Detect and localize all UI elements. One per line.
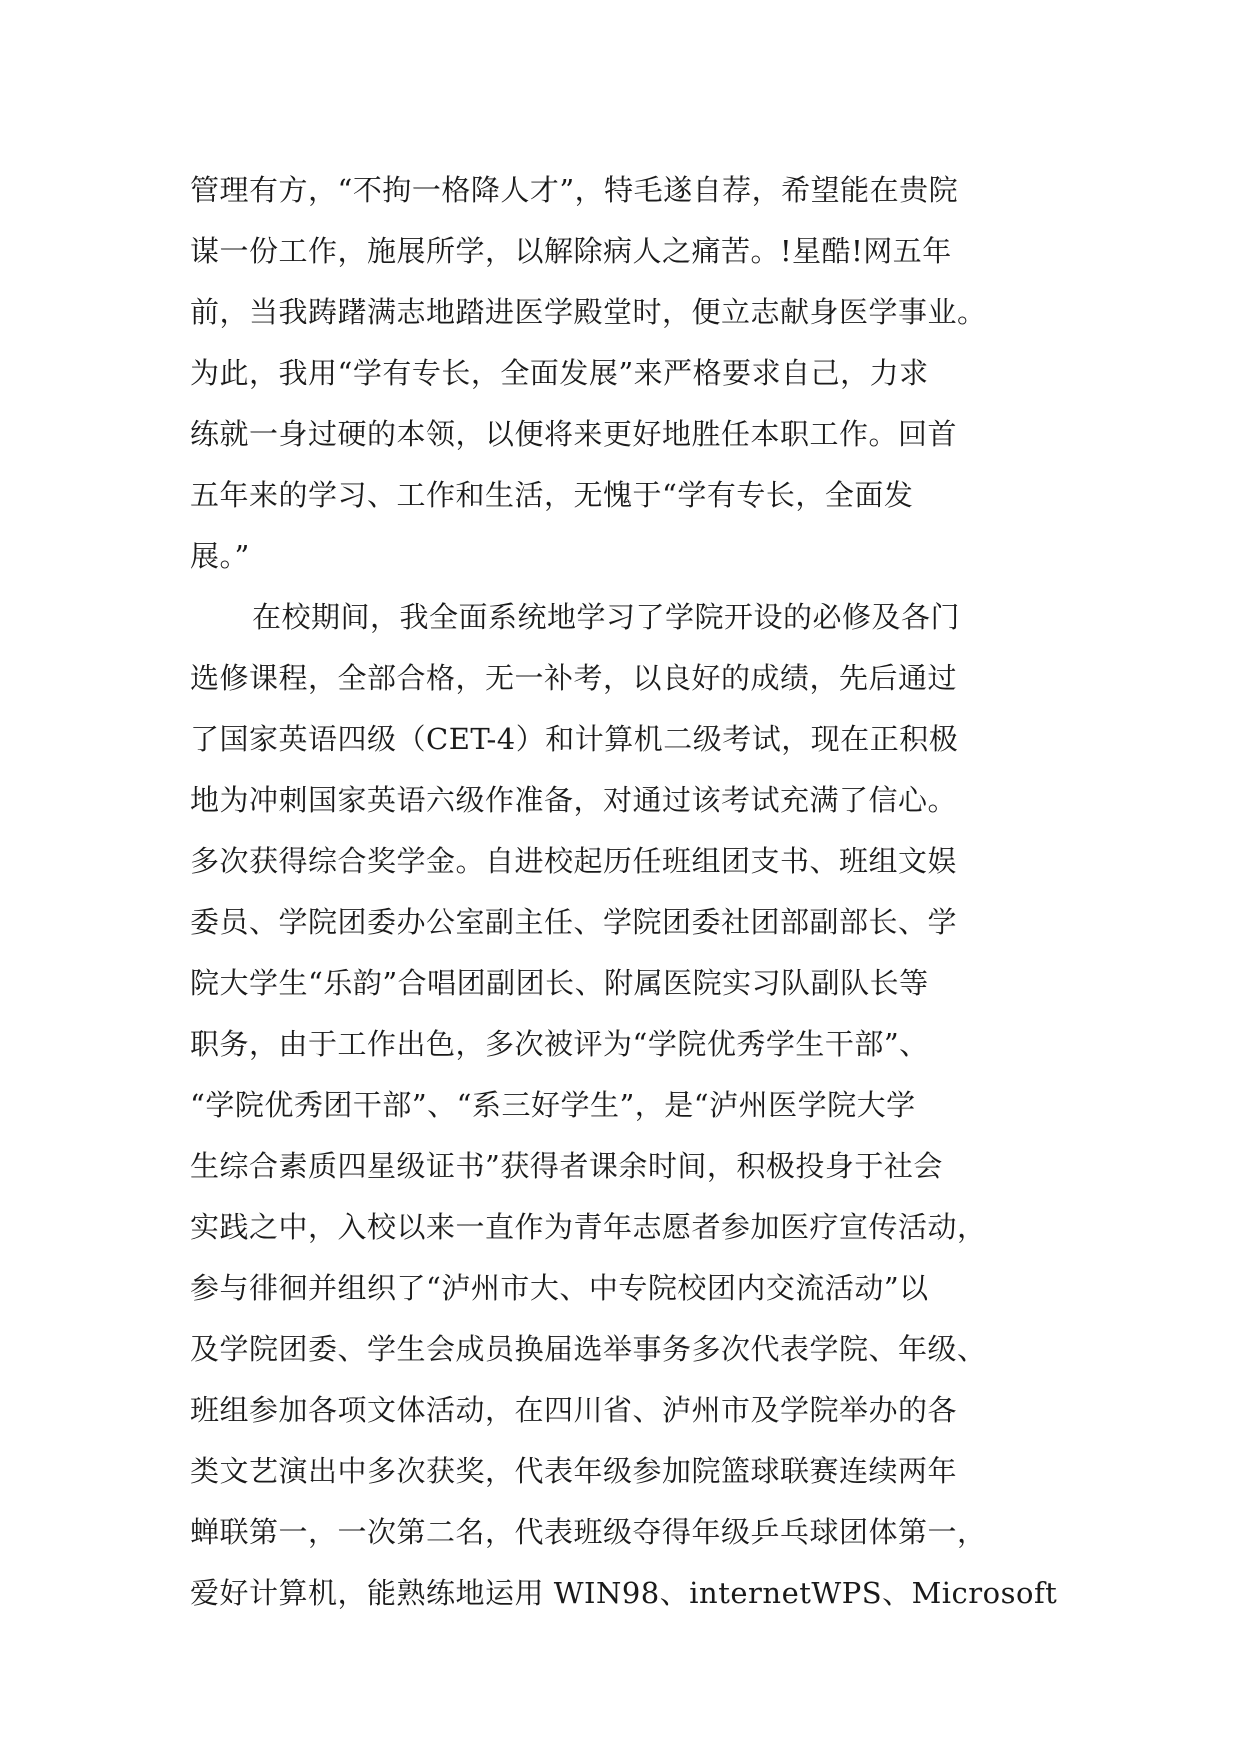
text-line: 为此，我用“学有专长，全面发展”来严格要求自己，力求 bbox=[190, 356, 929, 390]
text-line: 地为冲刺国家英语六级作准备，对通过该考试充满了信心。 bbox=[190, 783, 958, 817]
text-line: 爱好计算机，能熟练地运用 WIN98、internetWPS、Microsoft bbox=[190, 1576, 1058, 1610]
text-line: 院大学生“乐韵”合唱团副团长、附属医院实习队副队长等 bbox=[190, 966, 929, 1000]
text-line: 展。” bbox=[190, 539, 250, 573]
text-line: 管理有方，“不拘一格降人才”，特毛遂自荐，希望能在贵院 bbox=[190, 173, 959, 207]
text-line: 多次获得综合奖学金。自进校起历任班组团支书、班组文娱 bbox=[190, 844, 958, 878]
text-line: 实践之中，入校以来一直作为青年志愿者参加医疗宣传活动， bbox=[190, 1210, 987, 1244]
text-line: 练就一身过硬的本领，以便将来更好地胜任本职工作。回首 bbox=[190, 417, 958, 451]
document-body bbox=[190, 160, 1070, 1624]
text-line: 了国家英语四级（CET-4）和计算机二级考试，现在正积极 bbox=[190, 722, 959, 756]
text-line: 及学院团委、学生会成员换届选举事务多次代表学院、年级、 bbox=[190, 1332, 987, 1366]
text-line: 选修课程，全部合格，无一补考，以良好的成绩，先后通过 bbox=[190, 661, 958, 695]
text-line: 谋一份工作，施展所学，以解除病人之痛苦。!星酷!网五年 bbox=[190, 234, 952, 268]
text-line: 委员、学院团委办公室副主任、学院团委社团部副部长、学 bbox=[190, 905, 958, 939]
text-line: 职务，由于工作出色，多次被评为“学院优秀学生干部”、 bbox=[190, 1027, 929, 1061]
text-line: 蝉联第一，一次第二名，代表班级夺得年级乒乓球团体第一， bbox=[190, 1515, 987, 1549]
paragraph-start-line: 在校期间，我全面系统地学习了学院开设的必修及各门 bbox=[252, 600, 961, 634]
text-line: 班组参加各项文体活动，在四川省、泸州市及学院举办的各 bbox=[190, 1393, 958, 1427]
text-line: 前，当我踌躇满志地踏进医学殿堂时，便立志献身医学事业。 bbox=[190, 295, 987, 329]
text-line: “学院优秀团干部”、“系三好学生”，是“泸州医学院大学 bbox=[190, 1088, 916, 1122]
text-line: 类文艺演出中多次获奖，代表年级参加院篮球联赛连续两年 bbox=[190, 1454, 958, 1488]
text-line: 五年来的学习、工作和生活，无愧于“学有专长，全面发 bbox=[190, 478, 914, 512]
text-line: 生综合素质四星级证书”获得者课余时间，积极投身于社会 bbox=[190, 1149, 943, 1183]
text-line: 参与徘徊并组织了“泸州市大、中专院校团内交流活动”以 bbox=[190, 1271, 929, 1305]
